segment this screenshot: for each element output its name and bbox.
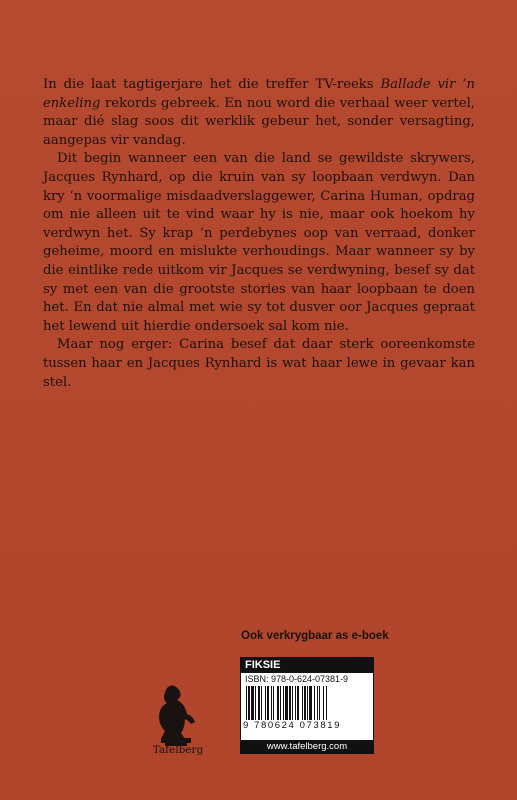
blurb-paragraph-3: Maar nog erger: Carina besef dat daar sterk ooreenkomste tussen haar en Jacques Rynhard is wat haar lewe in gevaar kan stel.	[43, 337, 475, 390]
blurb-text	[43, 76, 475, 392]
genre-label: FIKSIE	[241, 658, 373, 673]
isbn-text: ISBN: 978-0-624-07381-9	[245, 674, 349, 684]
publisher-name: Tafelberg	[152, 744, 204, 756]
ebook-note: Ook verkrygbaar as e-boek	[241, 630, 389, 642]
series-title: Ballade vir ’n enkeling	[43, 77, 476, 111]
barcode-box	[240, 657, 374, 741]
blurb-paragraph-1: In die laat tagtigerjare het die treffer TV-reeks Ballade vir ’n enkeling rekords gebreek. En nou word die verhaal weer vertel, maar dié slag soos dit werklik gebeur het, sonder versagting, aangepas vir vandag.	[43, 77, 476, 148]
barcode-digits: 9 780624 073819	[243, 720, 341, 731]
website-link[interactable]: www.tafelberg.com	[240, 740, 374, 754]
blurb-paragraph-2: Dit begin wanneer een van die land se gewildste skrywers, Jacques Rynhard, op die kruin van sy loopbaan verdwyn. Dan kry ’n voormalige misdaadverslaggewer, Carina Human, opdrag om nie alleen uit te vind waar hy is nie, maar ook hoekom hy verdwyn het. Sy krap ’n perdebynes oop van verraad, donker geheime, moord en mislukte verhoudings. Maar wanneer sy by die eintlike rede uitkom vir Jacques se verdwyning, besef sy dat sy met een van die grootste stories van haar loopbaan te doen het. En dat nie almal met wie sy tot dusver oor Jacques gepraat het lewend uit hierdie ondersoek sal kom nie.	[43, 151, 475, 334]
barcode-icon	[245, 686, 369, 720]
